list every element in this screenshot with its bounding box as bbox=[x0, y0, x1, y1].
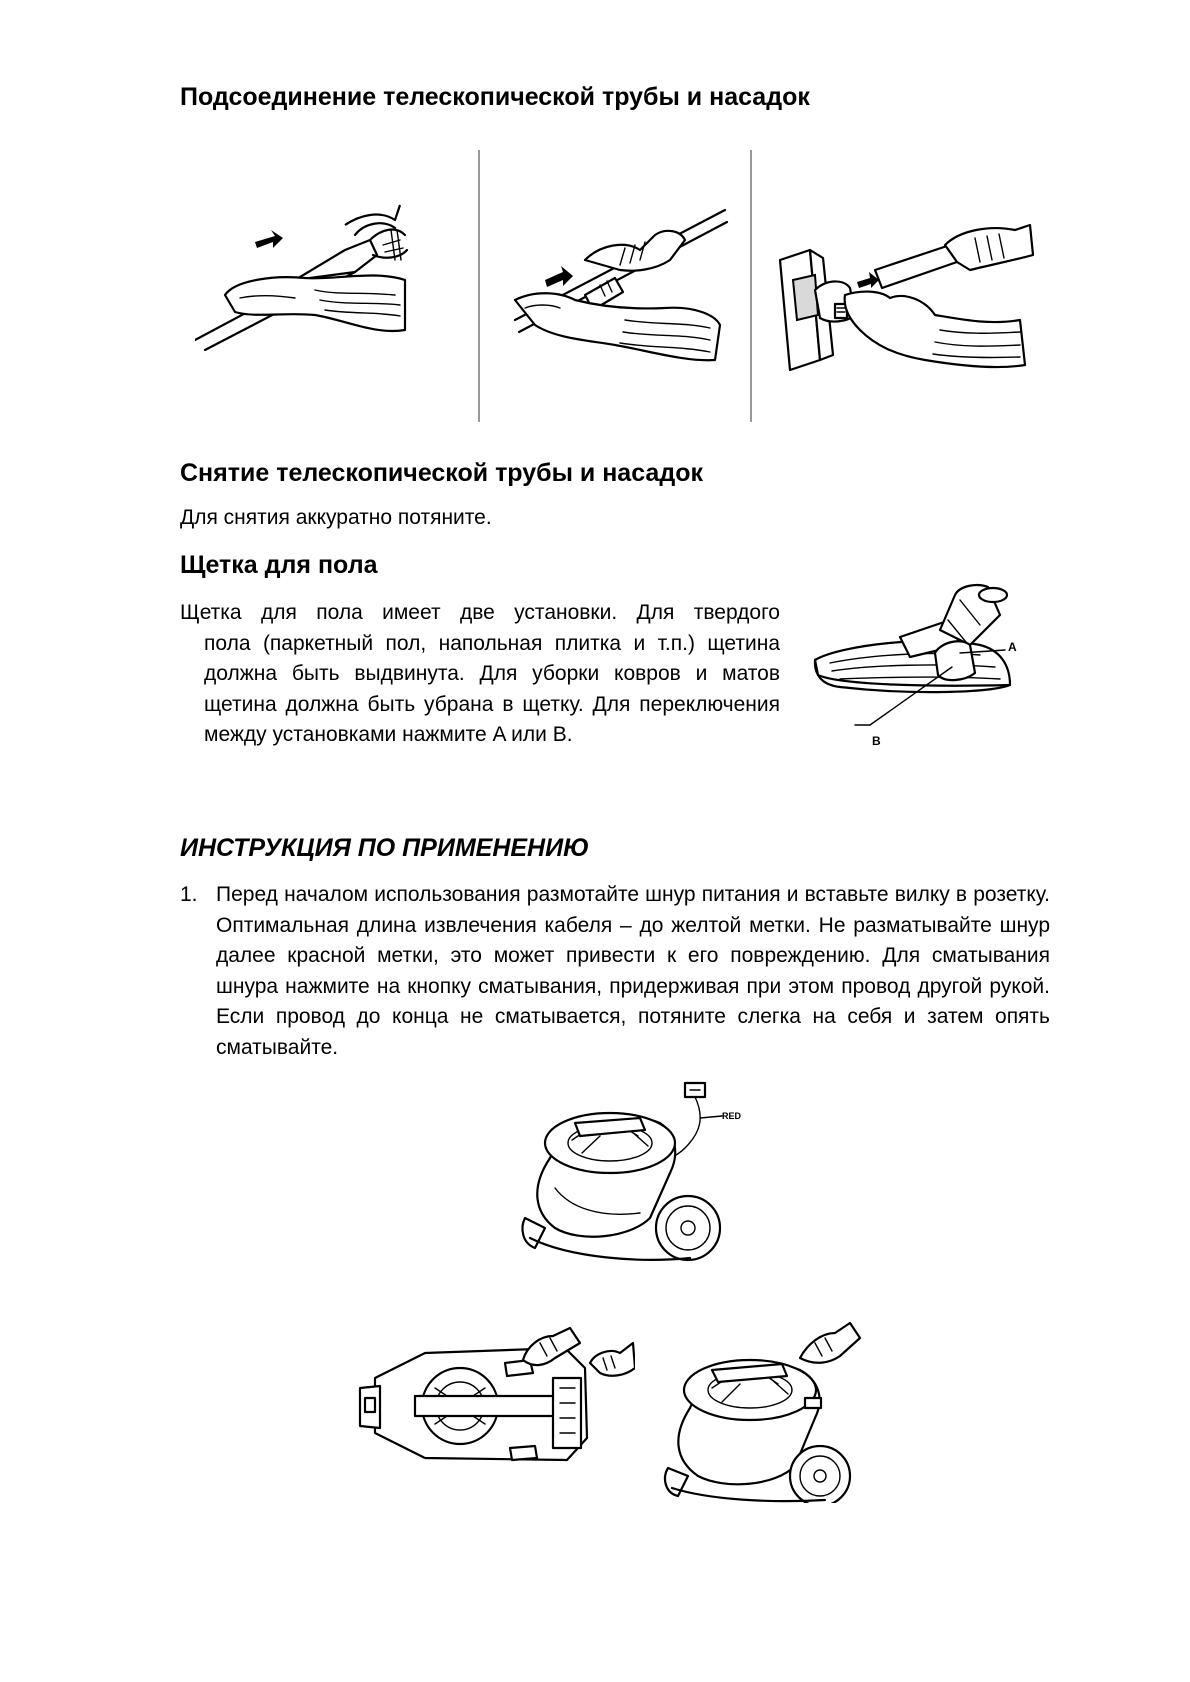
cord-mark-label: RED bbox=[722, 1111, 742, 1121]
brush-label-b: B bbox=[872, 734, 881, 748]
brush-label-a: A bbox=[1008, 640, 1017, 654]
illustration-vacuum-rewind-button bbox=[650, 1318, 885, 1503]
usage-item-text: Перед началом использования размотайте шнур питания и вставьте вилку в розетку. Оптимальная длина извлечения кабеля – до желтой метки. Не разматывайте шнур далее красной метки, это может привести к его повреждению. Для сматывания шнура нажмите на кнопку сматывания, придерживая при этом провод другой рукой. Если провод до конца не сматывается, потяните слегка на себя и затем опять сматывайте. bbox=[216, 883, 1050, 1059]
brush-text-first-line: Щетка для пола имеет две установки. Для твердого bbox=[180, 601, 780, 624]
usage-heading: ИНСТРУКЦИЯ ПО ПРИМЕНЕНИЮ bbox=[180, 834, 590, 862]
illustration-floor-brush bbox=[810, 575, 1040, 755]
remove-text: Для снятия аккуратно потяните. bbox=[180, 506, 492, 529]
illustration-divider bbox=[478, 150, 480, 422]
illustration-divider bbox=[750, 150, 752, 422]
illustration-vacuum-plug bbox=[510, 1078, 750, 1268]
illustration-telescopic-tube bbox=[505, 200, 735, 370]
usage-item bbox=[180, 880, 1050, 1063]
brush-text-rest: пола (паркетный пол, напольная плитка и т.п.) щетина должна быть выдвинута. Для уборки ковров и матов щетина должна быть убрана в щетку. Для переключения между установками нажмите A или B. bbox=[204, 631, 780, 746]
illustration-brush-attach bbox=[775, 220, 1035, 380]
brush-text bbox=[180, 598, 780, 751]
usage-item-number: 1. bbox=[180, 883, 198, 906]
brush-heading: Щетка для пола bbox=[180, 551, 378, 579]
connect-heading: Подсоединение телескопической трубы и насадок bbox=[180, 83, 810, 111]
illustration-vacuum-top-rewind bbox=[355, 1318, 635, 1488]
illustration-hose-connection bbox=[195, 200, 435, 370]
remove-heading: Снятие телескопической трубы и насадок bbox=[180, 459, 703, 487]
